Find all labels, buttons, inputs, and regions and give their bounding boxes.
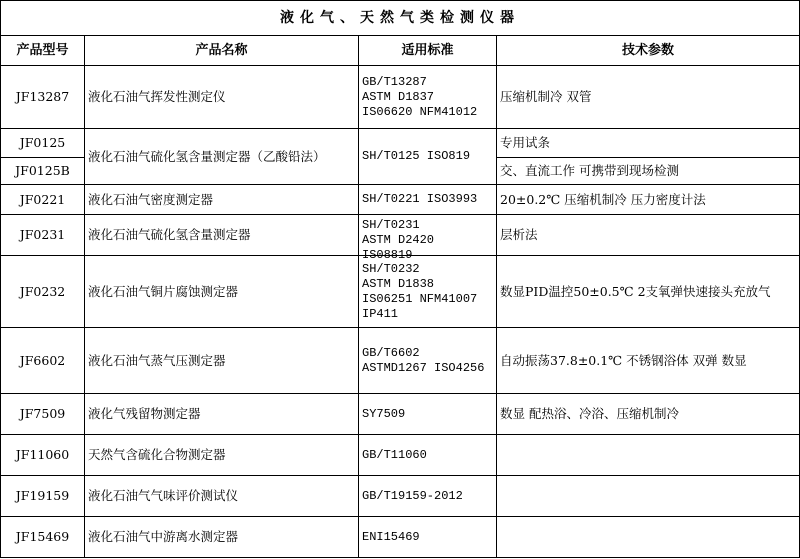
cell-standard — [359, 215, 497, 262]
cell-model: JF0125 — [1, 129, 85, 158]
table-title: 液化气、天然气类检测仪器 — [1, 1, 800, 36]
cell-params: 压缩机制冷 双管 — [497, 66, 800, 129]
cell-params: 数显PID温控50±0.5℃ 2支氧弹快速接头充放气 — [497, 256, 800, 328]
table-row — [1, 256, 800, 328]
cell-model: JF0231 — [1, 215, 85, 256]
cell-name: 液化石油气硫化氢含量测定器（乙酸铅法） — [85, 129, 359, 185]
table-row — [1, 476, 800, 517]
cell-model: JF0232 — [1, 256, 85, 328]
cell-params — [497, 435, 800, 476]
cell-standard: GB/T13287 ASTM D1837 IS06620 NFM41012 — [359, 66, 497, 129]
table-row — [1, 394, 800, 435]
cell-model: JF13287 — [1, 66, 85, 129]
cell-name: 液化石油气硫化氢含量测定器 — [85, 215, 359, 256]
cell-name: 液化石油气铜片腐蚀测定器 — [85, 256, 359, 328]
header-params: 技术参数 — [497, 36, 800, 66]
cell-model: JF19159 — [1, 476, 85, 517]
header-model: 产品型号 — [1, 36, 85, 66]
cell-name: 液化石油气中游离水测定器 — [85, 517, 359, 558]
title-row — [1, 1, 800, 36]
cell-name: 液化石油气气味评价测试仪 — [85, 476, 359, 517]
cell-params: 数显 配热浴、冷浴、压缩机制冷 — [497, 394, 800, 435]
cell-name: 天然气含硫化合物测定器 — [85, 435, 359, 476]
cell-name: 液化石油气挥发性测定仪 — [85, 66, 359, 129]
header-name: 产品名称 — [85, 36, 359, 66]
cell-standard: SH/T0232 ASTM D1838 IS06251 NFM41007 IP411 — [359, 256, 497, 328]
cell-params: 20±0.2℃ 压缩机制冷 压力密度计法 — [497, 185, 800, 215]
cell-standard: SY7509 — [359, 394, 497, 435]
cell-standard: GB/T11060 — [359, 435, 497, 476]
table-row — [1, 215, 800, 256]
header-standard: 适用标准 — [359, 36, 497, 66]
cell-params: 交、直流工作 可携带到现场检测 — [497, 158, 800, 185]
cell-model: JF11060 — [1, 435, 85, 476]
table-row — [1, 435, 800, 476]
table-row — [1, 517, 800, 558]
cell-standard: SH/T0125 ISO819 — [359, 129, 497, 185]
cell-standard: ENI15469 — [359, 517, 497, 558]
cell-model: JF7509 — [1, 394, 85, 435]
header-row — [1, 36, 800, 66]
cell-standard: GB/T6602 ASTMD1267 ISO4256 — [359, 328, 497, 394]
cell-model: JF0221 — [1, 185, 85, 215]
cell-name: 液化石油气蒸气压测定器 — [85, 328, 359, 394]
cell-model: JF15469 — [1, 517, 85, 558]
cell-model: JF0125B — [1, 158, 85, 185]
cell-standard: GB/T19159-2012 — [359, 476, 497, 517]
cell-params — [497, 476, 800, 517]
table-row — [1, 328, 800, 394]
cell-standard: SH/T0221 ISO3993 — [359, 185, 497, 215]
table-row — [1, 66, 800, 129]
table-row — [1, 129, 800, 158]
cell-params: 专用试条 — [497, 129, 800, 158]
table-row — [1, 185, 800, 215]
cell-params: 层析法 — [497, 215, 800, 256]
cell-model: JF6602 — [1, 328, 85, 394]
cell-params: 自动振荡37.8±0.1℃ 不锈钢浴体 双弹 数显 — [497, 328, 800, 394]
cell-params — [497, 517, 800, 558]
cell-name: 液化气残留物测定器 — [85, 394, 359, 435]
cell-name: 液化石油气密度测定器 — [85, 185, 359, 215]
standard-text: SH/T0231 ASTM D2420 IS08819 — [362, 218, 435, 262]
